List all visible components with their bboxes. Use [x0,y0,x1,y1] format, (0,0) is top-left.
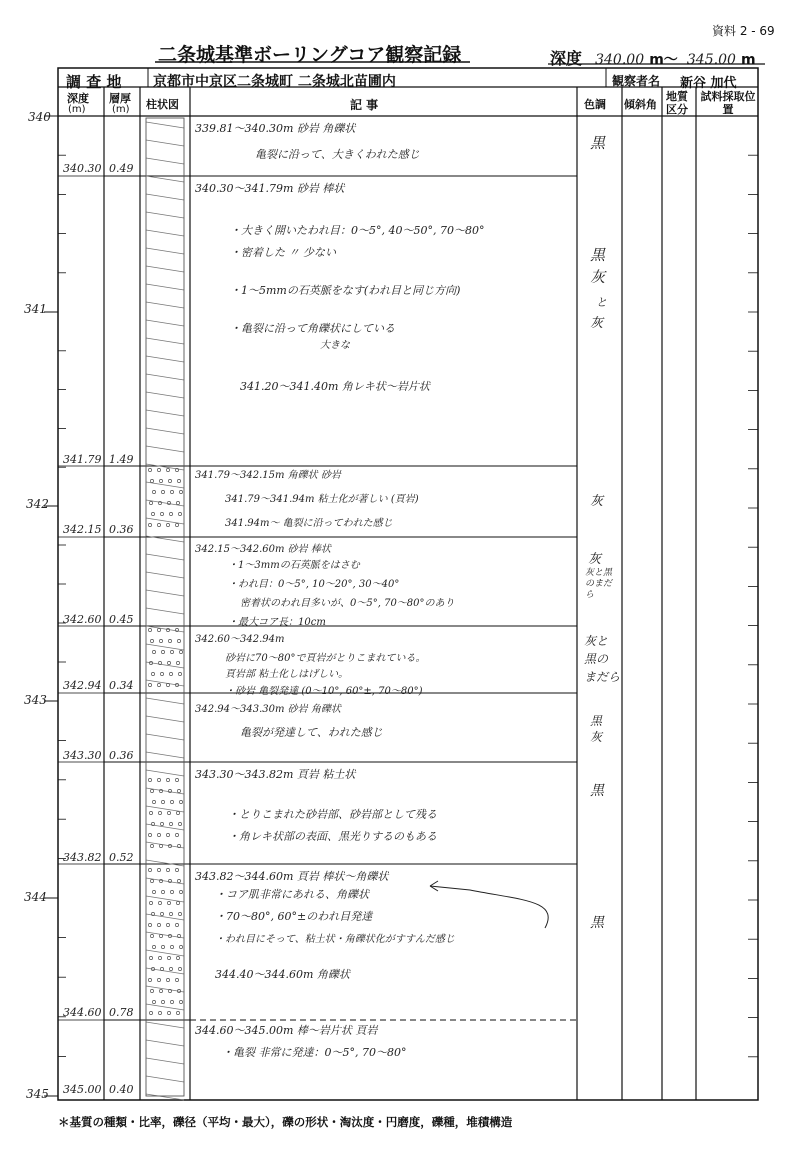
core-fracture-line [146,248,184,254]
color-entry: 灰 [590,316,604,331]
breccia-clast [151,672,154,675]
breccia-clast [176,1011,179,1014]
breccia-clast [160,672,163,675]
breccia-clast [151,512,154,515]
core-fracture-line [146,176,184,182]
page-reference: 資料 2 - 69 [712,24,775,38]
note-line: 341.79〜341.94m 粘土化が著しい (頁岩) [225,494,419,505]
note-line: ・われ目にそって、粘土状・角礫状化がすすんだ感じ [215,934,455,945]
breccia-clast [166,833,169,836]
note-line: 341.79〜342.15m 角礫状 砂岩 [195,470,341,481]
breccia-clast [175,778,178,781]
breccia-clast [169,967,172,970]
breccia-clast [167,901,170,904]
breccia-clast [159,879,162,882]
breccia-clast [177,639,180,642]
note-line: 342.60〜342.94m [195,634,285,645]
breccia-clast [176,956,179,959]
note-line: 344.40〜344.60m 角礫状 [215,968,350,981]
note-line: ・1〜3mmの石英脈をはさむ [228,560,360,571]
breccia-clast [166,978,169,981]
breccia-clast [175,523,178,526]
page-title: 二条城基準ボーリングコア観察記録 [158,44,462,66]
layer-base-depth: 343.30 [63,749,102,762]
layer-base-depth: 342.94 [63,679,102,692]
core-log-sketch [146,122,184,1100]
core-fracture-line [146,752,184,758]
core-fracture-line [146,266,184,272]
breccia-clast [166,868,169,871]
breccia-clast [161,1000,164,1003]
note-line: 344.60〜345.00m 棒〜岩片状 頁岩 [195,1024,378,1037]
breccia-clast [176,811,179,814]
breccia-clast [149,1011,152,1014]
location-label: 調 査 地 [66,73,122,91]
layer-thickness: 0.45 [109,613,134,626]
col-geology-zone: 地質区分 [666,90,688,116]
core-fracture-line [146,1004,184,1010]
core-fracture-line [146,554,184,560]
breccia-clast [160,512,163,515]
breccia-clast [177,879,180,882]
breccia-clast [157,868,160,871]
core-outline [146,118,184,1096]
breccia-clast [168,639,171,642]
depth-range-unit-to: m [740,52,756,68]
core-fracture-line [146,788,184,794]
breccia-clast [167,956,170,959]
color-entry: 黒 [590,246,606,264]
breccia-clast [178,967,181,970]
breccia-clast [177,789,180,792]
note-line: 大きな [320,340,350,351]
breccia-clast [158,956,161,959]
note-line: ・われ目：0〜5°, 10〜20°, 30〜40° [228,579,400,590]
breccia-clast [175,833,178,836]
col-notes: 記 事 [350,98,379,112]
core-fracture-line [146,356,184,362]
breccia-clast [169,672,172,675]
layer-thickness: 1.49 [109,453,134,466]
breccia-clast [161,800,164,803]
color-entry: と [596,296,607,309]
breccia-clast [150,789,153,792]
layer-thickness: 0.34 [109,679,134,692]
layer-thickness: 0.49 [109,162,134,175]
breccia-clast [170,1000,173,1003]
breccia-clast [157,683,160,686]
breccia-clast [152,490,155,493]
breccia-clast [159,639,162,642]
core-fracture-line [146,1094,184,1100]
breccia-clast [178,672,181,675]
scale-label-340: 340 [28,110,51,124]
breccia-clast [175,868,178,871]
breccia-clast [148,628,151,631]
note-line: 亀裂に沿って、大きくわれた感じ [255,148,420,161]
breccia-clast [170,800,173,803]
note-line: ・最大コア長：10cm [228,617,326,628]
core-fracture-line [146,950,184,956]
breccia-clast [159,844,162,847]
location-value: 京都市中京区二条城町 二条城北苗圃内 [153,74,396,90]
layer-base-depth: 341.79 [63,453,102,466]
note-line: 342.15〜342.60m 砂岩 棒状 [195,544,331,555]
breccia-clast [161,490,164,493]
breccia-clast [167,661,170,664]
breccia-clast [158,1011,161,1014]
core-fracture-line [146,122,184,128]
breccia-clast [157,628,160,631]
breccia-clast [176,901,179,904]
breccia-clast [169,822,172,825]
note-line: ・亀裂に沿って角礫状にしている [230,322,395,335]
breccia-clast [158,901,161,904]
breccia-clast [175,923,178,926]
breccia-clast [167,501,170,504]
breccia-clast [150,879,153,882]
core-fracture-line [146,158,184,164]
breccia-clast [170,650,173,653]
core-fracture-line [146,428,184,434]
scale-label-341: 341 [24,302,47,316]
breccia-clast [150,989,153,992]
observer-label: 観察者名 [612,74,661,88]
layer-thickness: 0.40 [109,1083,134,1096]
breccia-clast [168,479,171,482]
breccia-clast [148,523,151,526]
note-line: ・大きく開いたわれ目：0〜5°, 40〜50°, 70〜80° [230,224,485,237]
note-line: 340.30〜341.79m 砂岩 棒状 [195,182,345,195]
breccia-clast [150,639,153,642]
breccia-clast [166,523,169,526]
col-depth: 深度 [67,92,89,105]
note-line: ・とりこまれた砂岩部、砂岩部として残る [228,808,437,821]
core-fracture-line [146,1040,184,1046]
core-fracture-line [146,698,184,704]
note-line: 339.81〜340.30m 砂岩 角礫状 [195,122,356,135]
breccia-clast [177,479,180,482]
breccia-clast [152,800,155,803]
layer-base-depth: 345.00 [63,1083,102,1096]
note-line: ・角レキ状部の表面、黒光りするのもある [228,830,437,843]
core-fracture-line [146,590,184,596]
depth-range-to: 345.00 [686,52,736,68]
core-fracture-line [146,194,184,200]
col-depth-unit: (m) [68,104,86,115]
depth-range-from: 340.00 [595,52,645,68]
note-line: 砂岩に70〜80°で頁岩がとりこまれている。 [225,653,426,664]
core-fracture-line [146,212,184,218]
breccia-clast [149,501,152,504]
breccia-clast [157,468,160,471]
core-fracture-line [146,860,184,866]
breccia-clast [152,890,155,893]
note-line: 341.20〜341.40m 角レキ状〜岩片状 [240,380,430,393]
depth-range-label: 深度 [550,49,583,68]
color-entry: 黒 [590,915,604,931]
col-dip: 傾斜角 [624,98,657,111]
breccia-clast [159,934,162,937]
breccia-clast [178,512,181,515]
core-fracture-line [146,392,184,398]
color-entry: 黒の [584,652,609,666]
core-fracture-line [146,662,184,668]
breccia-clast [178,822,181,825]
breccia-clast [178,912,181,915]
breccia-clast [148,868,151,871]
note-line: ・70〜80°, 60°±のわれ目発達 [215,910,373,923]
breccia-clast [169,512,172,515]
color-entry: 黒 [590,783,604,799]
breccia-clast [159,789,162,792]
breccia-clast [179,945,182,948]
core-fracture-line [146,284,184,290]
breccia-clast [170,945,173,948]
core-fracture-line [146,446,184,452]
core-fracture-line [146,338,184,344]
breccia-clast [157,523,160,526]
breccia-clast [166,468,169,471]
breccia-clast [148,923,151,926]
note-line: ・亀裂 非常に発達：0〜5°, 70〜80° [222,1046,407,1059]
layer-base-depth: 342.15 [63,523,102,536]
breccia-clast [179,1000,182,1003]
breccia-clast [169,912,172,915]
breccia-clast [161,650,164,653]
depth-range-unit-from: m〜 [649,52,678,68]
color-entry: 灰 [590,730,603,744]
breccia-clast [160,822,163,825]
core-fracture-line [146,1022,184,1028]
scale-label-344: 344 [24,890,47,904]
layer-base-depth: 343.82 [63,851,102,864]
note-line: 341.94m〜 亀裂に沿ってわれた感じ [225,518,393,529]
layer-thickness: 0.36 [109,523,134,536]
note-line: ・コア肌非常にあれる、角礫状 [215,888,369,901]
core-fracture-line [146,734,184,740]
core-fracture-line [146,140,184,146]
footnote: ＊基質の種類・比率，礫径（平均・最大），礫の形状・淘汰度・円磨度，礫種，堆積構造 [58,1115,513,1129]
note-line: 343.30〜343.82m 頁岩 粘土状 [195,768,356,781]
breccia-clast [157,778,160,781]
breccia-clast [161,890,164,893]
scale-label-343: 343 [24,693,47,707]
breccia-clast [148,683,151,686]
breccia-clast [166,683,169,686]
core-fracture-line [146,608,184,614]
col-thickness-unit: (m) [112,104,130,115]
color-entry: 灰 [588,552,602,567]
core-fracture-line [146,878,184,884]
color-entry: 黒 [590,134,606,152]
core-fracture-line [146,374,184,380]
layer-base-depth: 342.60 [63,613,102,626]
core-fracture-line [146,302,184,308]
color-entry: 灰 [590,494,604,509]
color-entry: 黒 [590,714,603,728]
breccia-clast [157,833,160,836]
core-fracture-line [146,716,184,722]
core-fracture-line [146,770,184,776]
note-line: 343.82〜344.60m 頁岩 棒状〜角礫状 [195,870,389,883]
breccia-clast [152,1000,155,1003]
core-fracture-line [146,986,184,992]
breccia-clast [149,901,152,904]
breccia-clast [158,811,161,814]
breccia-clast [179,890,182,893]
layer-thickness: 0.36 [109,749,134,762]
note-line: ・密着した 〃 少ない [230,246,336,259]
color-entry: 灰と [584,634,609,648]
col-color: 色調 [584,98,606,111]
layer-base-depth: 344.60 [63,1006,102,1019]
core-fracture-line [146,320,184,326]
layer-thickness: 0.52 [109,851,134,864]
breccia-clast [170,490,173,493]
core-fracture-line [146,518,184,524]
breccia-clast [179,490,182,493]
core-fracture-line [146,230,184,236]
note-line: ・1〜5mmの石英脈をなす(われ目と同じ方向) [230,284,461,297]
layer-base-depth: 340.30 [63,162,102,175]
note-line: 密着状のわれ目多いが、0〜5°, 70〜80°のあり [240,598,455,609]
breccia-clast [161,945,164,948]
breccia-clast [149,956,152,959]
core-fracture-line [146,1076,184,1082]
depth-range [550,46,756,69]
breccia-clast [176,501,179,504]
breccia-clast [176,661,179,664]
core-fracture-line [146,644,184,650]
layer-thickness: 0.78 [109,1006,134,1019]
annotation-arrow [430,886,548,928]
col-thickness: 層厚 [109,92,131,105]
breccia-clast [148,833,151,836]
breccia-clast [175,978,178,981]
note-line: 頁岩部 粘土化しはげしい。 [225,669,349,680]
note-line: 342.94〜343.30m 砂岩 角礫状 [195,704,341,715]
breccia-clast [166,923,169,926]
breccia-clast [167,811,170,814]
breccia-clast [160,912,163,915]
color-entry: 灰と黒のまだら [585,568,613,600]
core-fracture-line [146,572,184,578]
breccia-clast [166,778,169,781]
breccia-clast [179,800,182,803]
color-entry: 灰 [590,268,606,286]
breccia-clast [152,945,155,948]
breccia-clast [167,1011,170,1014]
breccia-clast [159,479,162,482]
breccia-clast [152,650,155,653]
breccia-clast [170,890,173,893]
note-line: 亀裂が発達して、われた感じ [240,726,383,739]
note-line: ・砂岩 亀裂発達 (0〜10°, 60°±, 70〜80°) [225,686,423,697]
scale-label-345: 345 [26,1087,49,1101]
breccia-clast [159,989,162,992]
col-log: 柱状図 [146,98,179,111]
breccia-clast [150,844,153,847]
breccia-clast [148,468,151,471]
breccia-clast [150,479,153,482]
color-entry: まだら [584,670,621,684]
breccia-clast [148,978,151,981]
breccia-clast [149,811,152,814]
breccia-clast [157,978,160,981]
breccia-clast [157,923,160,926]
scale-label-342: 342 [26,497,49,511]
breccia-clast [160,967,163,970]
breccia-clast [179,650,182,653]
observer-name: 新谷 加代 [680,76,737,91]
col-sample-position: 試料採取位置 [700,90,756,116]
core-fracture-line [146,410,184,416]
breccia-clast [150,934,153,937]
core-fracture-line [146,500,184,506]
core-fracture-line [146,1058,184,1064]
breccia-clast [148,778,151,781]
